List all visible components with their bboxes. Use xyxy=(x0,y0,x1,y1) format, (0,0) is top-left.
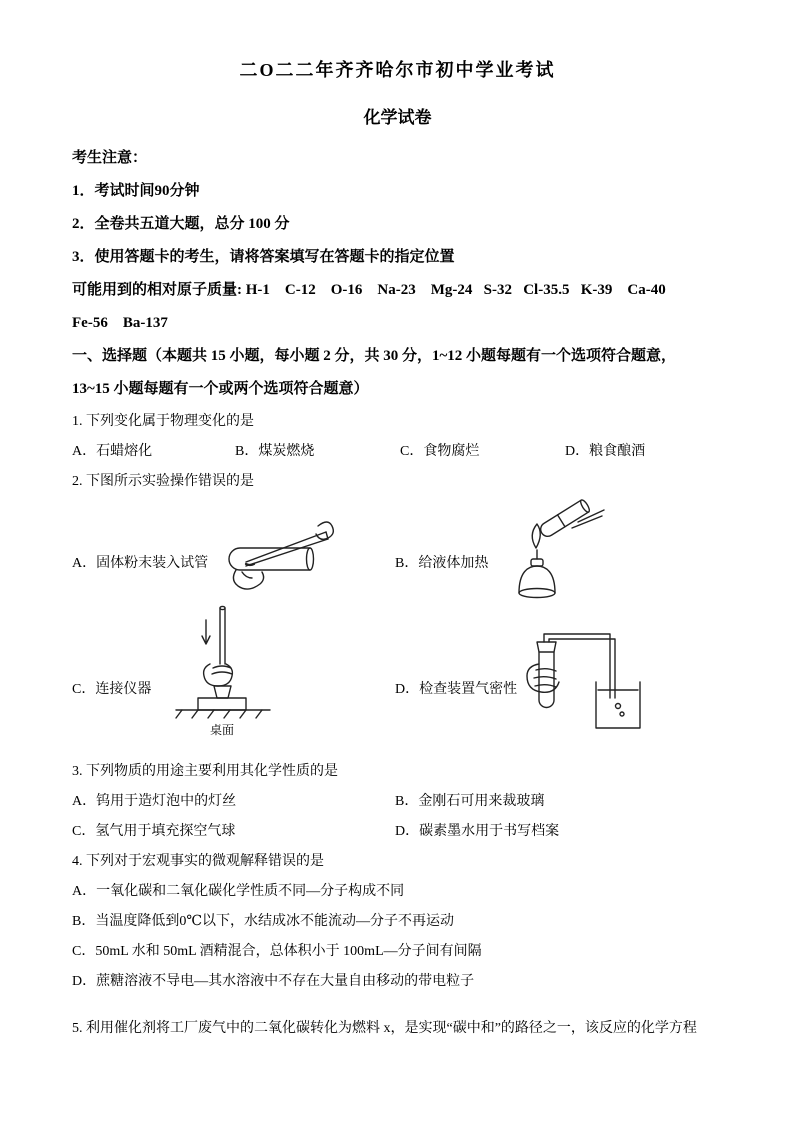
q2-label-a: A．固体粉末装入试管 xyxy=(72,556,209,571)
question-3-stem: 3. 下列物质的用途主要利用其化学性质的是 xyxy=(72,764,338,779)
q2-label-d: D．检查装置气密性 xyxy=(395,682,518,697)
section-heading-line-1: 一、选择题（本题共 15 小题，每小题 2 分，共 30 分，1~12 小题每题有一个选项符合题意， xyxy=(72,348,677,364)
q1-option-c: C．食物腐烂 xyxy=(400,444,480,459)
q4-option-c: C．50mL 水和 50mL 酒精混合，总体积小于 100mL—分子间有间隔 xyxy=(72,944,482,959)
question-2-figures xyxy=(72,502,723,754)
q2-label-b: B．给液体加热 xyxy=(395,556,489,571)
notice-item-1: 1．考试时间90分钟 xyxy=(72,183,200,199)
question-5-stem: 5. 利用催化剂将工厂废气中的二氧化碳转化为燃料 x，是实现“碳中和”的路径之一，该反应的化学方程 xyxy=(72,1021,697,1036)
q3-option-b: B．金刚石可用来裁玻璃 xyxy=(395,794,545,809)
q4-option-d: D．蔗糖溶液不导电—其水溶液中不存在大量自由移动的带电粒子 xyxy=(72,974,475,989)
q1-option-b: B．煤炭燃烧 xyxy=(235,444,315,459)
section-heading-line-2: 13~15 小题每题有一个或两个选项符合题意） xyxy=(72,381,369,397)
notice-item-2: 2．全卷共五道大题，总分 100 分 xyxy=(72,216,290,232)
q3-option-a: A．钨用于造灯泡中的灯丝 xyxy=(72,794,237,809)
exam-subtitle: 化学试卷 xyxy=(363,108,432,127)
q3-option-c: C．氢气用于填充探空气球 xyxy=(72,824,236,839)
q4-option-b: B．当温度降低到0℃以下，水结成冰不能流动—分子不再运动 xyxy=(72,914,454,929)
question-4-stem: 4. 下列对于宏观事实的微观解释错误的是 xyxy=(72,854,324,869)
q4-option-a: A．一氧化碳和二氧化碳化学性质不同—分子构成不同 xyxy=(72,884,405,899)
notice-heading: 考生注意： xyxy=(72,150,148,166)
q3-option-d: D．碳素墨水用于书写档案 xyxy=(395,824,560,839)
air-tightness-check-figure xyxy=(512,630,652,735)
question-2-stem: 2. 下图所示实验操作错误的是 xyxy=(72,474,254,489)
connecting-apparatus-figure xyxy=(168,602,278,752)
question-3-options-row-2 xyxy=(72,822,723,841)
q1-option-a: A．石蜡熔化 xyxy=(72,444,153,459)
notice-item-3: 3．使用答题卡的考生，请将答案填写在答题卡的指定位置 xyxy=(72,249,455,265)
heating-liquid-figure xyxy=(492,496,607,621)
powder-into-test-tube-figure xyxy=(222,506,342,606)
desk-label: 桌面 xyxy=(209,723,235,737)
atomic-mass-line-2: Fe-56 Ba-137 xyxy=(72,315,168,331)
q1-option-d: D．粮食酿酒 xyxy=(565,444,646,459)
question-3-options-row-1 xyxy=(72,792,723,811)
question-1-options xyxy=(72,442,723,461)
exam-title: 二O二二年齐齐哈尔市初中学业考试 xyxy=(239,60,556,80)
q2-label-c: C．连接仪器 xyxy=(72,682,152,697)
question-1-stem: 1. 下列变化属于物理变化的是 xyxy=(72,414,254,429)
atomic-mass-line-1: 可能用到的相对原子质量: H-1 C-12 O-16 Na-23 Mg-24 S-32 Cl-35.5 K-39 Ca-40 xyxy=(72,282,666,298)
